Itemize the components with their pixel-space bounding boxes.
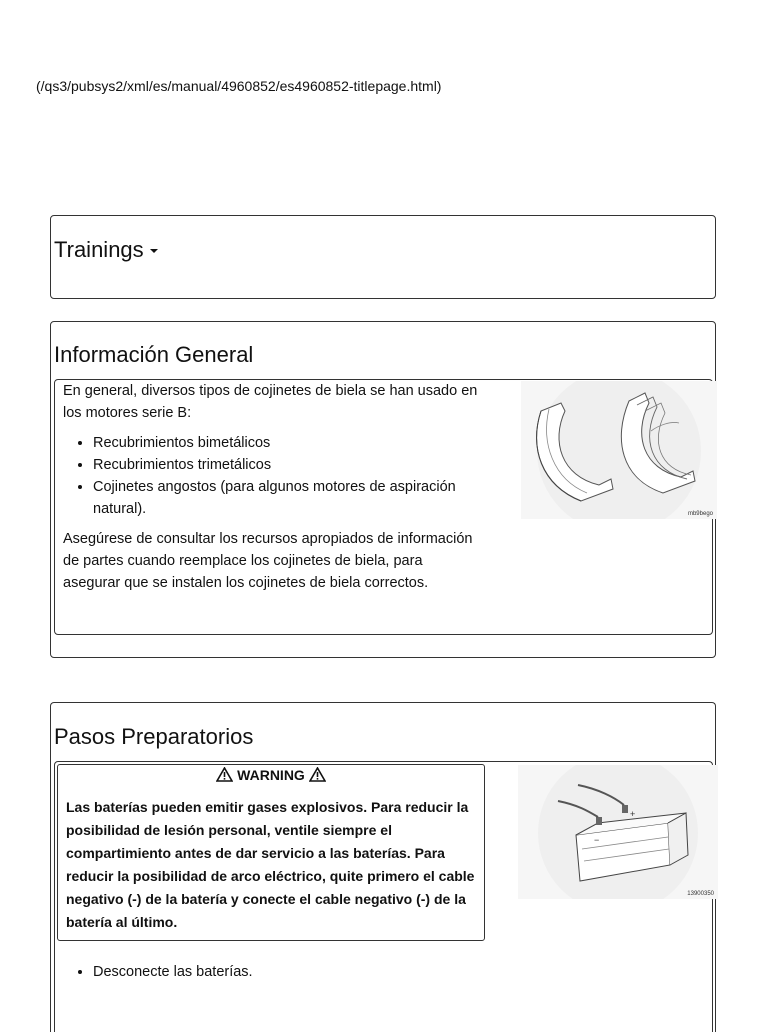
prep-steps-panel (50, 702, 716, 1032)
general-info-content (54, 379, 713, 635)
bearing-types-list (63, 432, 483, 520)
general-note: Asegúrese de consultar los recursos apropiados de información de partes cuando reemplace los cojinetes de biela, para asegurar que se instalen los cojinetes de biela correctos. (63, 531, 473, 591)
warning-heading (58, 767, 484, 783)
svg-text:+: + (630, 809, 636, 819)
warning-triangle-icon (216, 767, 233, 782)
general-info-title: Información General (54, 342, 254, 367)
battery-illustration (518, 765, 718, 899)
prep-steps-content (54, 761, 713, 1032)
figure-caption: 13900350 (687, 891, 714, 897)
caret-down-icon (150, 249, 158, 253)
trainings-label: Trainings (54, 237, 144, 262)
prep-steps-title: Pasos Preparatorios (54, 724, 254, 749)
prep-steps-list (63, 961, 253, 983)
list-item: • Recubrimientos bimetálicos (93, 432, 483, 454)
battery-warning-box (57, 764, 485, 941)
list-item: • Cojinetes angostos (para algunos motores de aspiración natural). (93, 476, 483, 520)
trainings-panel (50, 215, 716, 299)
bearing-shells-illustration (521, 381, 717, 519)
figure-caption: mb9bego (687, 511, 713, 517)
general-intro: En general, diversos tipos de cojinetes de biela se han usado en los motores serie B: (63, 383, 478, 421)
warning-label: WARNING (237, 767, 305, 783)
warning-triangle-icon (309, 767, 326, 782)
trainings-dropdown[interactable] (54, 237, 158, 263)
general-info-text (63, 380, 483, 602)
page-url-text: (/qs3/pubsys2/xml/es/manual/4960852/es4960852-titlepage.html) (36, 78, 442, 94)
list-item: • Recubrimientos trimetálicos (93, 454, 483, 476)
warning-text: Las baterías pueden emitir gases explosivos. Para reducir la posibilidad de lesión personal, ventile siempre el compartimiento antes de dar servicio a las baterías. Para reducir la posibilidad de arco eléctrico, quite primero el cable negativo (-) de la batería y conecte el cable negativo (-) de la batería al último. (66, 799, 475, 930)
general-info-panel (50, 321, 716, 658)
svg-text:−: − (594, 835, 600, 845)
list-item: • Desconecte las baterías. (93, 961, 253, 983)
